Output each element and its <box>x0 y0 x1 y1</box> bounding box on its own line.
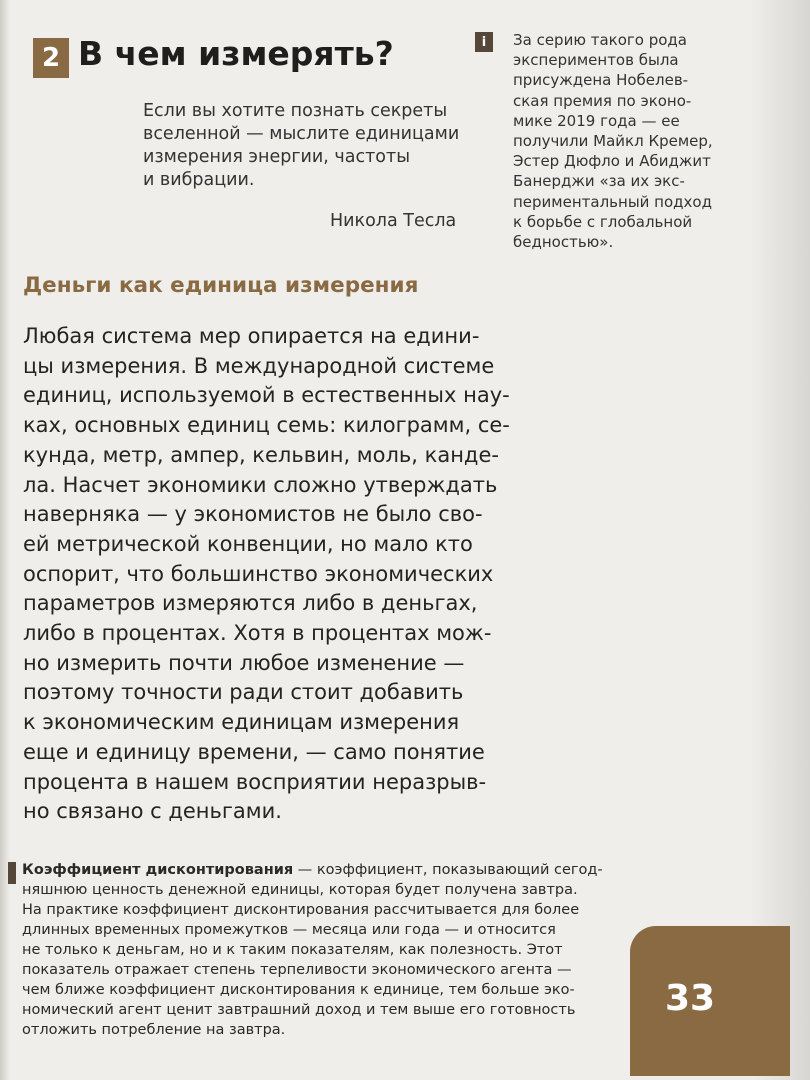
epigraph-line: и вибрации. <box>143 170 255 190</box>
definition-line: показатель отражает степень терпеливости экономического агента — <box>22 962 572 978</box>
definition-first-line <box>22 860 622 880</box>
sidenote-line: присуждена Нобелев- <box>513 71 689 90</box>
body-line: к экономическим единицам измерения <box>23 710 460 735</box>
sidenote-line: За серию такого рода <box>513 31 687 49</box>
sidenote-line: мике 2019 года — ее <box>513 111 680 130</box>
sidenote <box>513 30 753 252</box>
sidenote-line: экспериментов была <box>513 51 679 70</box>
body-line: но связано с деньгами. <box>23 799 282 824</box>
body-line: единиц, используемой в естественных нау- <box>23 383 510 408</box>
body-line: ках, основных единиц семь: килограмм, се- <box>23 413 510 438</box>
body-line: поэтому точности ради стоит добавить <box>23 680 464 705</box>
sidenote-line: Эстер Дюфло и Абиджит <box>513 152 711 171</box>
body-line: параметров измеряются либо в деньгах, <box>23 591 478 616</box>
page-number: 33 <box>664 978 716 1019</box>
body-paragraph <box>23 322 510 827</box>
definition-line: номический агент ценит завтрашний доход и тем выше его готовность <box>22 1002 576 1018</box>
body-line: ла. Насчет экономики сложно утверждать <box>23 472 498 497</box>
definition-line: длинных временных промежутков — месяца или года — и относится <box>22 922 556 938</box>
definition-line: не только к деньгам, но и к таким показателям, как полезность. Этот <box>22 942 563 958</box>
sidenote-line: ская премия по эконо- <box>513 91 692 110</box>
body-line: либо в процентах. Хотя в процентах мож- <box>23 621 492 646</box>
definition-line: чем ближе коэффициент дисконтирования к единице, тем больше эко- <box>22 982 575 998</box>
definition-first-line-rest: — коэффициент, показывающий сегод- <box>293 862 603 878</box>
epigraph-author: Никола Тесла <box>330 211 457 231</box>
definition-box <box>22 860 622 1040</box>
body-line: оспорит, что большинство экономических <box>23 561 494 586</box>
definition-marker-icon <box>8 862 16 884</box>
sidenote-line: получили Майкл Кремер, <box>513 132 713 151</box>
info-icon: i <box>475 32 493 52</box>
page-shadow <box>750 0 810 1080</box>
section-heading: Деньги как единица измерения <box>23 273 419 298</box>
body-line: процента в нашем восприятии неразрыв- <box>23 769 487 794</box>
body-line: но измерить почти любое изменение — <box>23 650 465 675</box>
body-line: цы измерения. В международной системе <box>23 353 495 378</box>
chapter-title: В чем измерять? <box>78 34 394 73</box>
sidenote-line: Банерджи «за их экс- <box>513 172 685 191</box>
epigraph-quote <box>143 100 473 192</box>
sidenote-line: периментальный подход <box>513 192 712 211</box>
page-binding-edge <box>0 0 10 1080</box>
definition-line: отложить потребление на завтра. <box>22 1022 286 1038</box>
body-line: еще и единицу времени, — само понятие <box>23 739 485 764</box>
definition-line: няшнюю ценность денежной единицы, которая будет получена завтра. <box>22 882 578 898</box>
epigraph-line: измерения энергии, частоты <box>143 147 411 167</box>
body-line: наверняка — у экономистов не было сво- <box>23 502 483 527</box>
definition-line: На практике коэффициент дисконтирования рассчитывается для более <box>22 902 580 918</box>
sidenote-line: к борьбе с глобальной <box>513 212 693 231</box>
body-line: Любая система мер опирается на едини- <box>23 324 480 348</box>
definition-term: Коэффициент дисконтирования <box>22 862 294 878</box>
epigraph-line: Если вы хотите познать секреты <box>143 101 448 121</box>
body-line: ей метрической конвенции, но мало кто <box>23 531 473 556</box>
body-line: кунда, метр, ампер, кельвин, моль, канде- <box>23 442 499 467</box>
sidenote-line: бедностью». <box>513 233 614 252</box>
epigraph-line: вселенной — мыслите единицами <box>143 124 460 144</box>
chapter-number-badge: 2 <box>33 38 69 78</box>
